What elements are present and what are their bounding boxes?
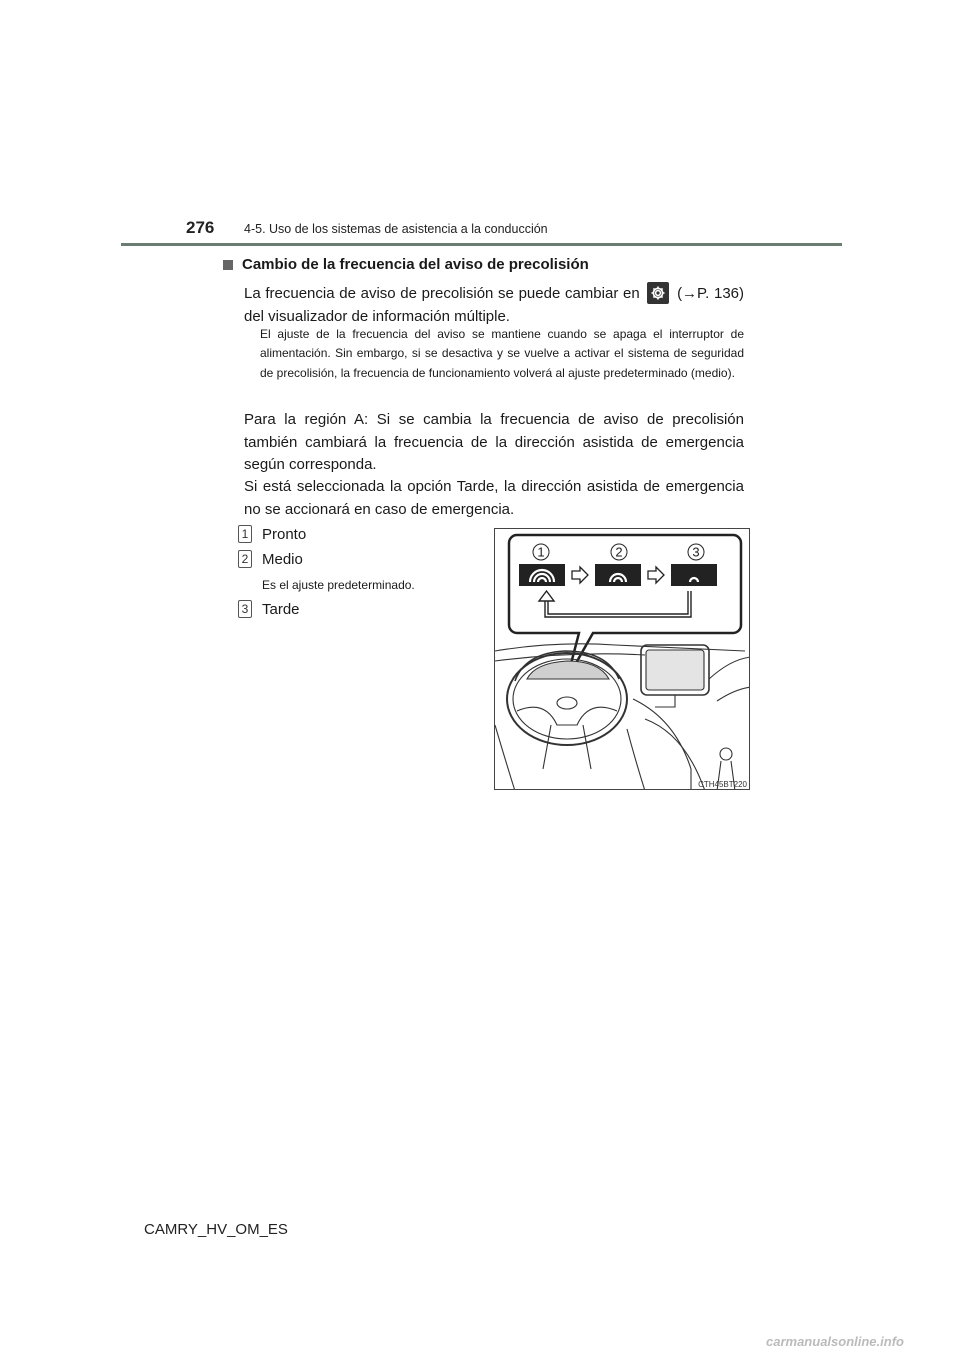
intro-text-after: (→P. 136) del visualizador de información múltiple. <box>244 285 744 325</box>
dashboard-drawing <box>495 644 750 790</box>
svg-text:2: 2 <box>615 544 623 560</box>
option-label: Tarde <box>262 600 300 618</box>
svg-text:3: 3 <box>692 544 700 560</box>
option-label: Medio <box>262 550 303 568</box>
option-number-badge: 1 <box>238 525 252 543</box>
section-heading <box>223 256 589 273</box>
region-a-paragraph: Para la región A: Si se cambia la frecuencia de aviso de precolisión también cambiará la frecuencia de la dirección asistida de emergencia según corresponda. <box>244 411 744 474</box>
tarde-paragraph: Si está seleccionada la opción Tarde, la dirección asistida de emergencia no se accionará en caso de emergencia. <box>244 478 744 518</box>
svg-text:1: 1 <box>537 544 545 560</box>
dashboard-illustration-svg <box>495 529 750 790</box>
bullet-square-icon <box>223 260 233 270</box>
section-heading-text: Cambio de la frecuencia del aviso de precolisión <box>242 256 589 273</box>
warning-sensitivity-icon <box>519 564 565 586</box>
section-header: 4-5. Uso de los sistemas de asistencia a la conducción <box>244 222 548 236</box>
memory-note: El ajuste de la frecuencia del aviso se mantiene cuando se apaga el interruptor de alimentación. Sin embargo, si se desactiva y se vuelve a activar el sistema de seguridad de precolisión, la frecuencia de funcionamiento volverá al ajuste predeterminado (medio). <box>260 327 744 380</box>
warning-sensitivity-icon <box>595 564 641 586</box>
dashboard-illustration <box>494 528 750 790</box>
intro-paragraph <box>244 282 744 328</box>
option-default-note: Es el ajuste predeterminado. <box>262 578 415 592</box>
header-divider <box>121 243 842 246</box>
warning-sensitivity-icon <box>671 564 717 586</box>
settings-gear-icon <box>647 282 669 304</box>
watermark: carmanualsonline.info <box>766 1334 904 1349</box>
option-item-medio <box>238 550 303 568</box>
option-item-tarde <box>238 600 300 618</box>
footer-document-code: CAMRY_HV_OM_ES <box>144 1221 288 1238</box>
option-item-pronto <box>238 525 306 543</box>
option-label: Pronto <box>262 525 307 543</box>
option-number-badge: 2 <box>238 550 252 568</box>
figure-code: CTH45BT220 <box>698 780 747 789</box>
page-number: 276 <box>186 218 215 237</box>
option-number-badge: 3 <box>238 600 252 618</box>
intro-text-before: La frecuencia de aviso de precolisión se puede cambiar en <box>244 285 640 302</box>
